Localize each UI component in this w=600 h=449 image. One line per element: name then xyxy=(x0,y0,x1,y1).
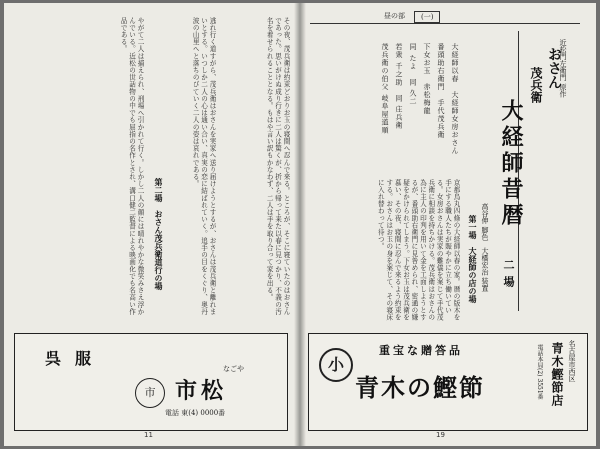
kimono-shop-ad xyxy=(14,333,288,431)
shop-mark-text: 市 xyxy=(144,386,156,399)
left-page xyxy=(4,3,300,446)
ad-product: 青木の鰹節 xyxy=(355,373,485,402)
cast-col-6: 茂兵衛の伯父 岐阜屋道順 xyxy=(381,43,389,135)
shop-mark-icon xyxy=(319,348,353,382)
shop-phone: 電話 東(4) 0000番 xyxy=(165,409,226,417)
page-header xyxy=(310,11,580,24)
left-body-col-a: その夜、茂兵衛は約束どおりお玉の寝間へ忍んで来る。ところが、そこに寝ていたのはおさんであった。思いがけぬ成り行きに二人は驚くが、折から帰って来た以春に見つかり、不義の汚名を着せられることとなる。もはや言い訳もかなわず、二人は手を取り合って家を出る。 xyxy=(265,17,290,316)
right-body-text: 京都烏丸四條の大経師以春の家。暦の版木を手にする職人たちが賑やかに立ち働いている。女房おさんは実家の難儀を案じて手代茂兵衛に相談を持ちかける。茂兵衛はおさんの為に主人の印判を用いて金を工面しようとするが、番頭助右衛門に見咎められ、密通の嫌疑をかけられてしまう。下女お玉は茂兵衛を慕い、その夜、寝間に忍んで来るよう約束をする。おさんはお玉の身を案じて、その寝床に入れ替わって待つ。 xyxy=(376,179,460,321)
shop-mark-text: 小 xyxy=(327,355,344,374)
title-scenes: 二場 xyxy=(502,259,515,293)
title-credit-2: 茂兵衛 xyxy=(529,67,543,103)
left-body-col-b: 逃れ行く道すがら、茂兵衛はおさんを実家へ送り届けようとするが、おさんは茂兵衛と離れまいとする。いつしか二人の心は通い合い、真実の恋に結ばれていく。追手の目をくぐり、奥丹波の山里へと落ちのびていく二人の姿は哀れである。 xyxy=(191,17,216,316)
cast-col-1: 大経師以春 大経師女房おさん xyxy=(451,43,459,155)
ad-tagline: 重宝な贈答品 xyxy=(379,344,463,357)
left-section-heading: 第二場 おさん茂兵衛道行の場 xyxy=(154,178,164,290)
play-title: 大経師昔暦 xyxy=(498,99,524,229)
cast-col-2: 番頭助右衛門 手代茂兵衛 xyxy=(437,43,445,139)
right-page xyxy=(300,3,596,446)
title-credit-1: 近松門左衛門 原作 xyxy=(559,39,567,98)
ad-category: 呉服 xyxy=(45,349,106,368)
left-body-col-c: やがて二人は捕えられ、刑場へ引かれて行く。しかし二人の顔には晴れやかな微笑みさえ浮かんでいる。近松の世話物の中でも屈指の名作とされ、溝口健二監督による映画化でも名高い作品である。 xyxy=(119,17,144,316)
bonito-shop-ad xyxy=(308,333,588,431)
header-sub: (一) xyxy=(414,11,440,23)
ad-phone: 電話本局(2) 3551番 xyxy=(536,344,543,400)
shop-name: 市松 xyxy=(175,378,228,404)
title-ruby: おさん xyxy=(546,47,562,89)
ad-shop-name: 青木鰹節店 xyxy=(550,342,564,407)
header-label: 昼の部 xyxy=(384,12,405,20)
left-page-number: 11 xyxy=(144,431,153,439)
cast-col-3: 下女お玉 赤松梅龍 xyxy=(423,43,431,115)
shop-mark-icon xyxy=(135,378,165,408)
cast-col-4: 同 たよ 同 久二 xyxy=(409,43,417,106)
right-section-heading: 第一場 大経師の店の場 xyxy=(468,215,478,303)
staff-credits: 高谷伸 脚色 大橋宏治 装置 xyxy=(481,203,489,292)
book-gutter xyxy=(294,3,306,446)
book-spread xyxy=(4,3,596,446)
shop-name-ruby: なごや xyxy=(223,365,244,373)
right-page-number: 19 xyxy=(436,431,445,439)
cast-col-5: 若衆 千之助 同 庄兵衛 xyxy=(395,43,403,130)
ad-address: 名古屋市西区 xyxy=(568,340,576,382)
